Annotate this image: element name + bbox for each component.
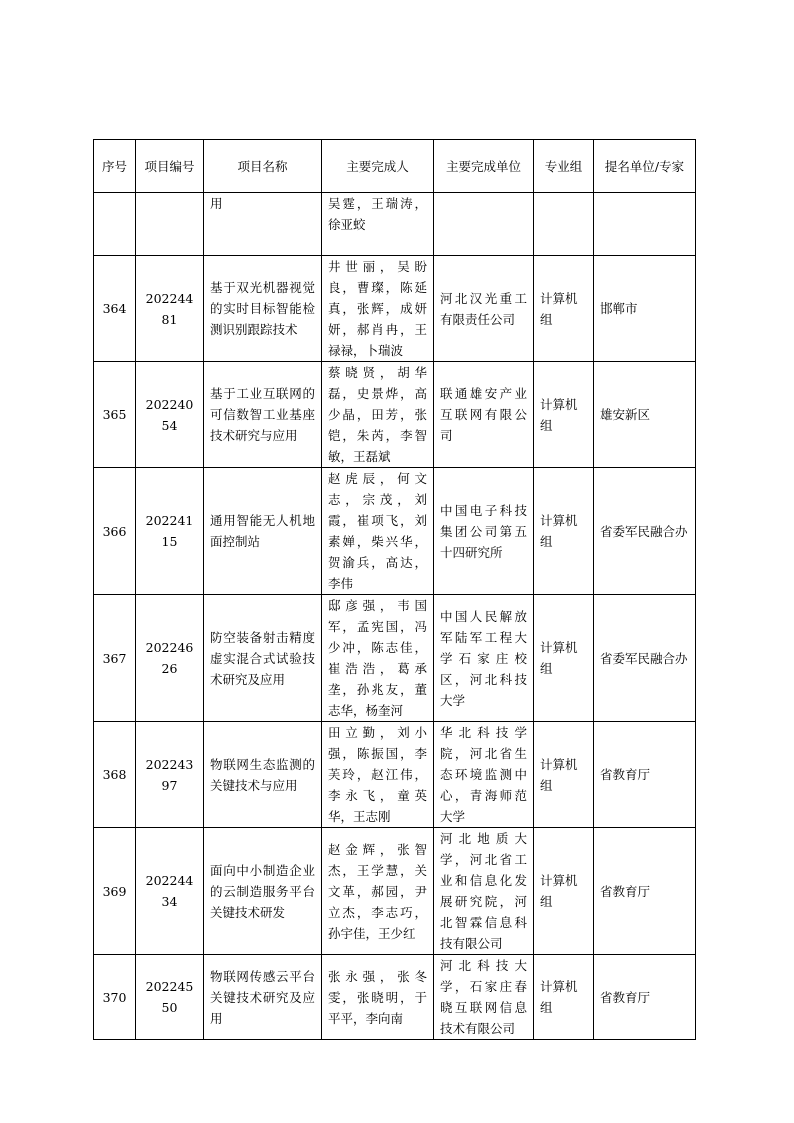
cell-project-code: 20224115 bbox=[136, 468, 204, 595]
table-row bbox=[94, 362, 696, 468]
cell-main-contributors: 赵虎辰，何文志，宗茂，刘霞，崔项飞，刘素婵，柴兴华，贺渝兵，高达，李伟 bbox=[322, 468, 434, 595]
header-project-code: 项目编号 bbox=[136, 140, 204, 193]
table-row bbox=[94, 955, 696, 1040]
header-specialty-group: 专业组 bbox=[534, 140, 594, 193]
cell-nominator: 省教育厅 bbox=[594, 828, 696, 955]
cell-serial-number: 367 bbox=[94, 595, 136, 722]
cell-project-code: 20224397 bbox=[136, 722, 204, 828]
header-main-units: 主要完成单位 bbox=[434, 140, 534, 193]
cell-main-contributors: 吴霆，王瑞涛，徐亚蛟 bbox=[322, 193, 434, 256]
cell-project-name: 物联网传感云平台关键技术研究及应用 bbox=[204, 955, 322, 1040]
cell-serial-number: 364 bbox=[94, 256, 136, 362]
cell-main-units: 中国电子科技集团公司第五十四研究所 bbox=[434, 468, 534, 595]
cell-project-name: 通用智能无人机地面控制站 bbox=[204, 468, 322, 595]
cell-project-name: 用 bbox=[204, 193, 322, 256]
cell-specialty-group: 计算机组 bbox=[534, 722, 594, 828]
cell-serial-number: 368 bbox=[94, 722, 136, 828]
cell-project-code: 20224550 bbox=[136, 955, 204, 1040]
cell-project-code: 20224054 bbox=[136, 362, 204, 468]
cell-main-units: 中国人民解放军陆军工程大学石家庄校区，河北科技大学 bbox=[434, 595, 534, 722]
table-row bbox=[94, 468, 696, 595]
cell-main-contributors: 赵金辉，张智杰，王学慧，关文革，郝园，尹立杰，李志巧，孙宇佳，王少红 bbox=[322, 828, 434, 955]
cell-main-units: 河北科技大学，石家庄春晓互联网信息技术有限公司 bbox=[434, 955, 534, 1040]
cell-main-units: 华北科技学院，河北省生态环境监测中心，青海师范大学 bbox=[434, 722, 534, 828]
cell-project-name: 基于双光机器视觉的实时目标智能检测识别跟踪技术 bbox=[204, 256, 322, 362]
cell-project-name: 防空装备射击精度虚实混合式试验技术研究及应用 bbox=[204, 595, 322, 722]
cell-main-contributors: 田立勤，刘小强，陈振国，李芙玲，赵江伟，李永飞，童英华，王志刚 bbox=[322, 722, 434, 828]
table-row bbox=[94, 256, 696, 362]
table-row bbox=[94, 722, 696, 828]
cell-specialty-group: 计算机组 bbox=[534, 955, 594, 1040]
cell-specialty-group: 计算机组 bbox=[534, 828, 594, 955]
cell-nominator: 雄安新区 bbox=[594, 362, 696, 468]
cell-nominator: 省教育厅 bbox=[594, 955, 696, 1040]
cell-main-units: 河北汉光重工有限责任公司 bbox=[434, 256, 534, 362]
cell-main-contributors: 张永强，张冬雯，张晓明，于平平，李向南 bbox=[322, 955, 434, 1040]
cell-serial-number: 370 bbox=[94, 955, 136, 1040]
cell-specialty-group: 计算机组 bbox=[534, 468, 594, 595]
cell-nominator: 邯郸市 bbox=[594, 256, 696, 362]
header-nominator: 提名单位/专家 bbox=[594, 140, 696, 193]
header-serial-number: 序号 bbox=[94, 140, 136, 193]
cell-main-contributors: 井世丽，吴盼良，曹璨，陈延真，张辉，成妍妍，郝肖冉，王禄禄，卜瑞波 bbox=[322, 256, 434, 362]
cell-specialty-group: 计算机组 bbox=[534, 362, 594, 468]
cell-specialty-group: 计算机组 bbox=[534, 256, 594, 362]
cell-project-name: 物联网生态监测的关键技术与应用 bbox=[204, 722, 322, 828]
table-header-row bbox=[94, 140, 696, 193]
cell-serial-number: 365 bbox=[94, 362, 136, 468]
cell-main-contributors: 邸彦强，韦国军，孟宪国，冯少冲，陈志佳，崔浩浩，葛承垄，孙兆友，董志华，杨奎河 bbox=[322, 595, 434, 722]
cell-serial-number bbox=[94, 193, 136, 256]
cell-project-code: 20224434 bbox=[136, 828, 204, 955]
cell-project-code: 20224481 bbox=[136, 256, 204, 362]
project-table bbox=[93, 139, 696, 1040]
cell-nominator bbox=[594, 193, 696, 256]
cell-serial-number: 369 bbox=[94, 828, 136, 955]
cell-specialty-group bbox=[534, 193, 594, 256]
table-row bbox=[94, 595, 696, 722]
table-row bbox=[94, 828, 696, 955]
cell-project-code bbox=[136, 193, 204, 256]
header-project-name: 项目名称 bbox=[204, 140, 322, 193]
cell-project-code: 20224626 bbox=[136, 595, 204, 722]
header-main-contributors: 主要完成人 bbox=[322, 140, 434, 193]
cell-nominator: 省委军民融合办 bbox=[594, 468, 696, 595]
cell-main-units: 河北地质大学，河北省工业和信息化发展研究院，河北智霖信息科技有限公司 bbox=[434, 828, 534, 955]
cell-main-units bbox=[434, 193, 534, 256]
cell-specialty-group: 计算机组 bbox=[534, 595, 594, 722]
cell-serial-number: 366 bbox=[94, 468, 136, 595]
cell-nominator: 省委军民融合办 bbox=[594, 595, 696, 722]
cell-nominator: 省教育厅 bbox=[594, 722, 696, 828]
cell-main-units: 联通雄安产业互联网有限公司 bbox=[434, 362, 534, 468]
table-row bbox=[94, 193, 696, 256]
cell-project-name: 面向中小制造企业的云制造服务平台关键技术研发 bbox=[204, 828, 322, 955]
cell-project-name: 基于工业互联网的可信数智工业基座技术研究与应用 bbox=[204, 362, 322, 468]
cell-main-contributors: 蔡晓贤，胡华磊，史景烨，高少晶，田芳，张铠，朱芮，李智敏，王磊斌 bbox=[322, 362, 434, 468]
